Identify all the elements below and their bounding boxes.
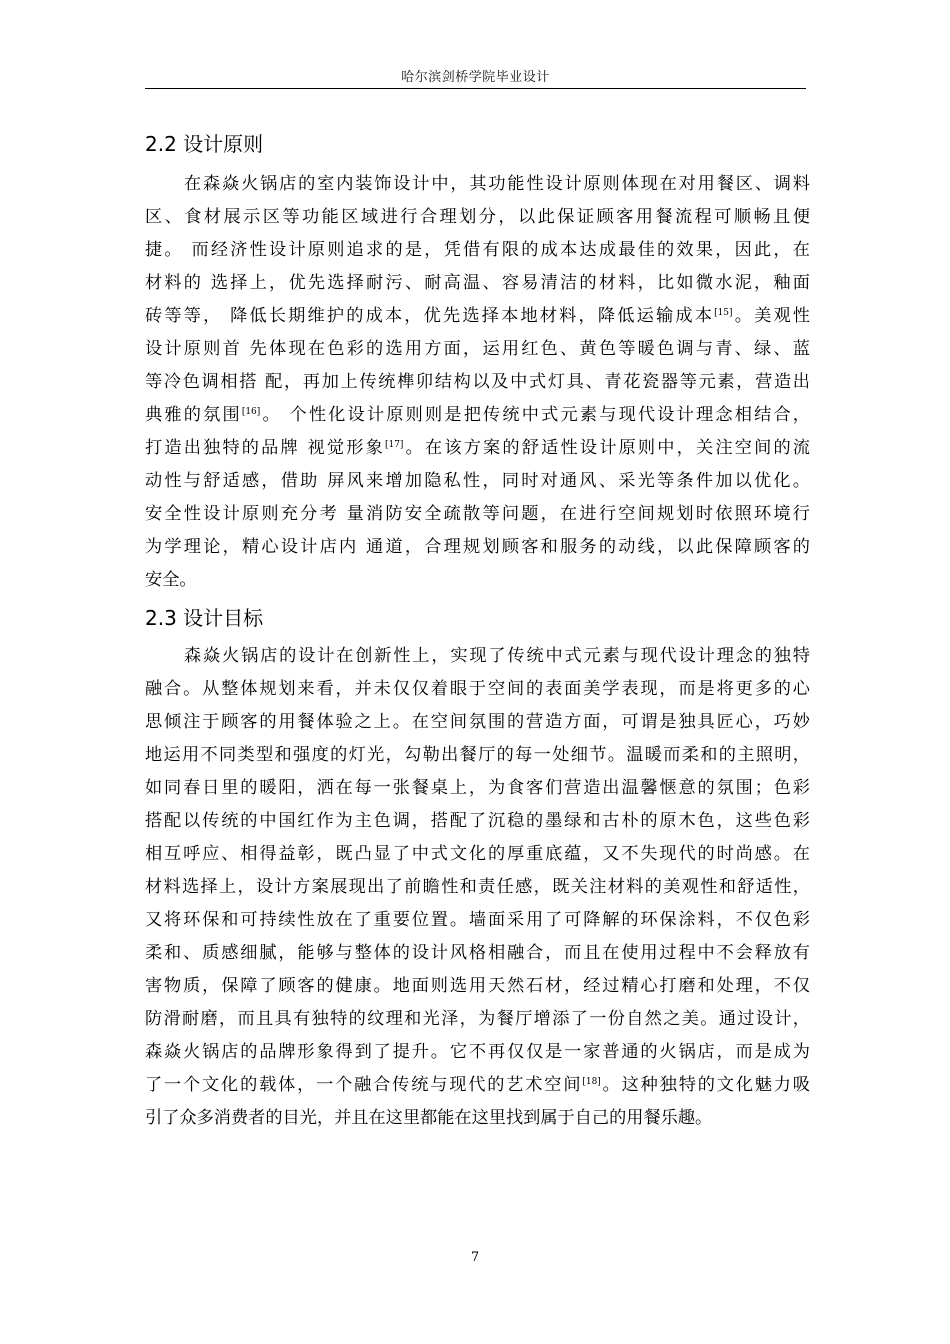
text-line [145,366,810,399]
section-2-2-paragraph [145,168,810,597]
line-text: 搭配以传统的中国红作为主色调，搭配了沉稳的墨绿和古朴的原木色，这些色彩 [145,811,810,831]
line-text: 打造出独特的品牌 视觉形象 [145,438,385,458]
line-text: 融合。从整体规划来看，并未仅仅着眼于空间的表面美学表现，而是将更多的心 [145,679,810,699]
text-line [145,673,810,706]
text-line [145,333,810,366]
line-text: 材料选择上，设计方案展现出了前瞻性和责任感，既关注材料的美观性和舒适性， [145,877,810,897]
line-text: 在森焱火锅店的室内装饰设计中，其功能性设计原则体现在对用餐区、调料 [184,174,810,194]
text-line [145,904,810,937]
text-line [145,706,810,739]
line-text-cont: 。在该方案的舒适性设计原则中，关注空间的流 [403,438,810,458]
line-text: 森焱火锅店的设计在创新性上，实现了传统中式元素与现代设计理念的独特 [184,646,810,666]
line-text: 防滑耐磨，而且具有独特的纹理和光泽，为餐厅增添了一份自然之美。通过设计， [145,1009,810,1029]
text-line [145,168,810,201]
line-text: 等冷色调相搭 配，再加上传统榫卯结构以及中式灯具、青花瓷器等元素，营造出 [145,372,810,392]
line-text: 害物质，保障了顾客的健康。地面则选用天然石材，经过精心打磨和处理，不仅 [145,976,810,996]
line-text: 安全性设计原则充分考 量消防安全疏散等问题，在进行空间规划时依照环境行 [145,504,810,524]
line-text: 引了众多消费者的目光，并且在这里都能在这里找到属于自己的用餐乐趣。 [145,1108,713,1128]
text-line [145,1003,810,1036]
running-header: 哈尔滨剑桥学院毕业设计 [401,70,550,85]
section-heading-2-2: 2.2 设计原则 [145,132,264,156]
citation-ref: [16] [241,407,261,417]
text-line [145,772,810,805]
line-text: 安全。 [145,570,197,590]
line-text: 捷。 而经济性设计原则追求的是，凭借有限的成本达成最佳的效果，因此，在 [145,240,810,260]
line-text: 砖等等， 降低长期维护的成本，优先选择本地材料，降低运输成本 [145,306,715,326]
citation-ref: [15] [714,308,733,318]
text-line [145,970,810,1003]
line-text: 又将环保和可持续性放在了重要位置。墙面采用了可降解的环保涂料，不仅色彩 [145,910,810,930]
text-line [145,300,810,333]
line-text: 思倾注于顾客的用餐体验之上。在空间氛围的营造方面，可谓是独具匠心，巧妙 [145,712,810,732]
line-text: 区、食材展示区等功能区域进行合理划分，以此保证顾客用餐流程可顺畅且便 [145,207,810,227]
text-line [145,805,810,838]
line-text: 地运用不同类型和强度的灯光，勾勒出餐厅的每一处细节。温暖而柔和的主照明， [145,745,810,765]
line-text: 设计原则首 先体现在色彩的选用方面，运用红色、黄色等暖色调与青、绿、蓝 [145,339,810,359]
text-line [145,640,810,673]
text-line [145,1036,810,1069]
page-number: 7 [470,1250,480,1265]
line-text: 了一个文化的载体，一个融合传统与现代的艺术空间 [145,1075,583,1095]
text-line [145,564,810,597]
text-line [145,937,810,970]
text-line [145,432,810,465]
line-text: 森焱火锅店的品牌形象得到了提升。它不再仅仅是一家普通的火锅店，而是成为 [145,1042,810,1062]
text-line [145,498,810,531]
text-line [145,465,810,498]
line-text: 相互呼应、相得益彰，既凸显了中式文化的厚重底蕴，又不失现代的时尚感。在 [145,844,810,864]
line-text-cont: 。这种独特的文化魅力吸 [600,1075,810,1095]
text-line [145,201,810,234]
line-text: 动性与舒适感，借助 屏风来增加隐私性，同时对通风、采光等条件加以优化。 [145,471,810,491]
text-line [145,1102,810,1135]
line-text: 典雅的氛围 [145,405,242,425]
section-heading-2-3: 2.3 设计目标 [145,606,264,630]
section-2-3-paragraph [145,640,810,1135]
line-text-cont: 。 个性化设计原则则是把传统中式元素与现代设计理念相结合， [260,405,810,425]
header-rule [145,88,806,89]
text-line [145,267,810,300]
citation-ref: [18] [582,1077,601,1087]
text-line [145,871,810,904]
text-line [145,838,810,871]
line-text: 材料的 选择上，优先选择耐污、耐高温、容易清洁的材料，比如微水泥，釉面 [145,273,810,293]
text-line [145,399,810,432]
text-line [145,739,810,772]
citation-ref: [17] [384,440,404,450]
line-text-cont: 。美观性 [732,306,810,326]
text-line [145,531,810,564]
line-text: 为学理论，精心设计店内 通道，合理规划顾客和服务的动线，以此保障顾客的 [145,537,810,557]
text-line [145,1069,810,1102]
line-text: 如同春日里的暖阳，洒在每一张餐桌上，为食客们营造出温馨惬意的氛围；色彩 [145,778,810,798]
line-text: 柔和、质感细腻，能够与整体的设计风格相融合，而且在使用过程中不会释放有 [145,943,810,963]
text-line [145,234,810,267]
